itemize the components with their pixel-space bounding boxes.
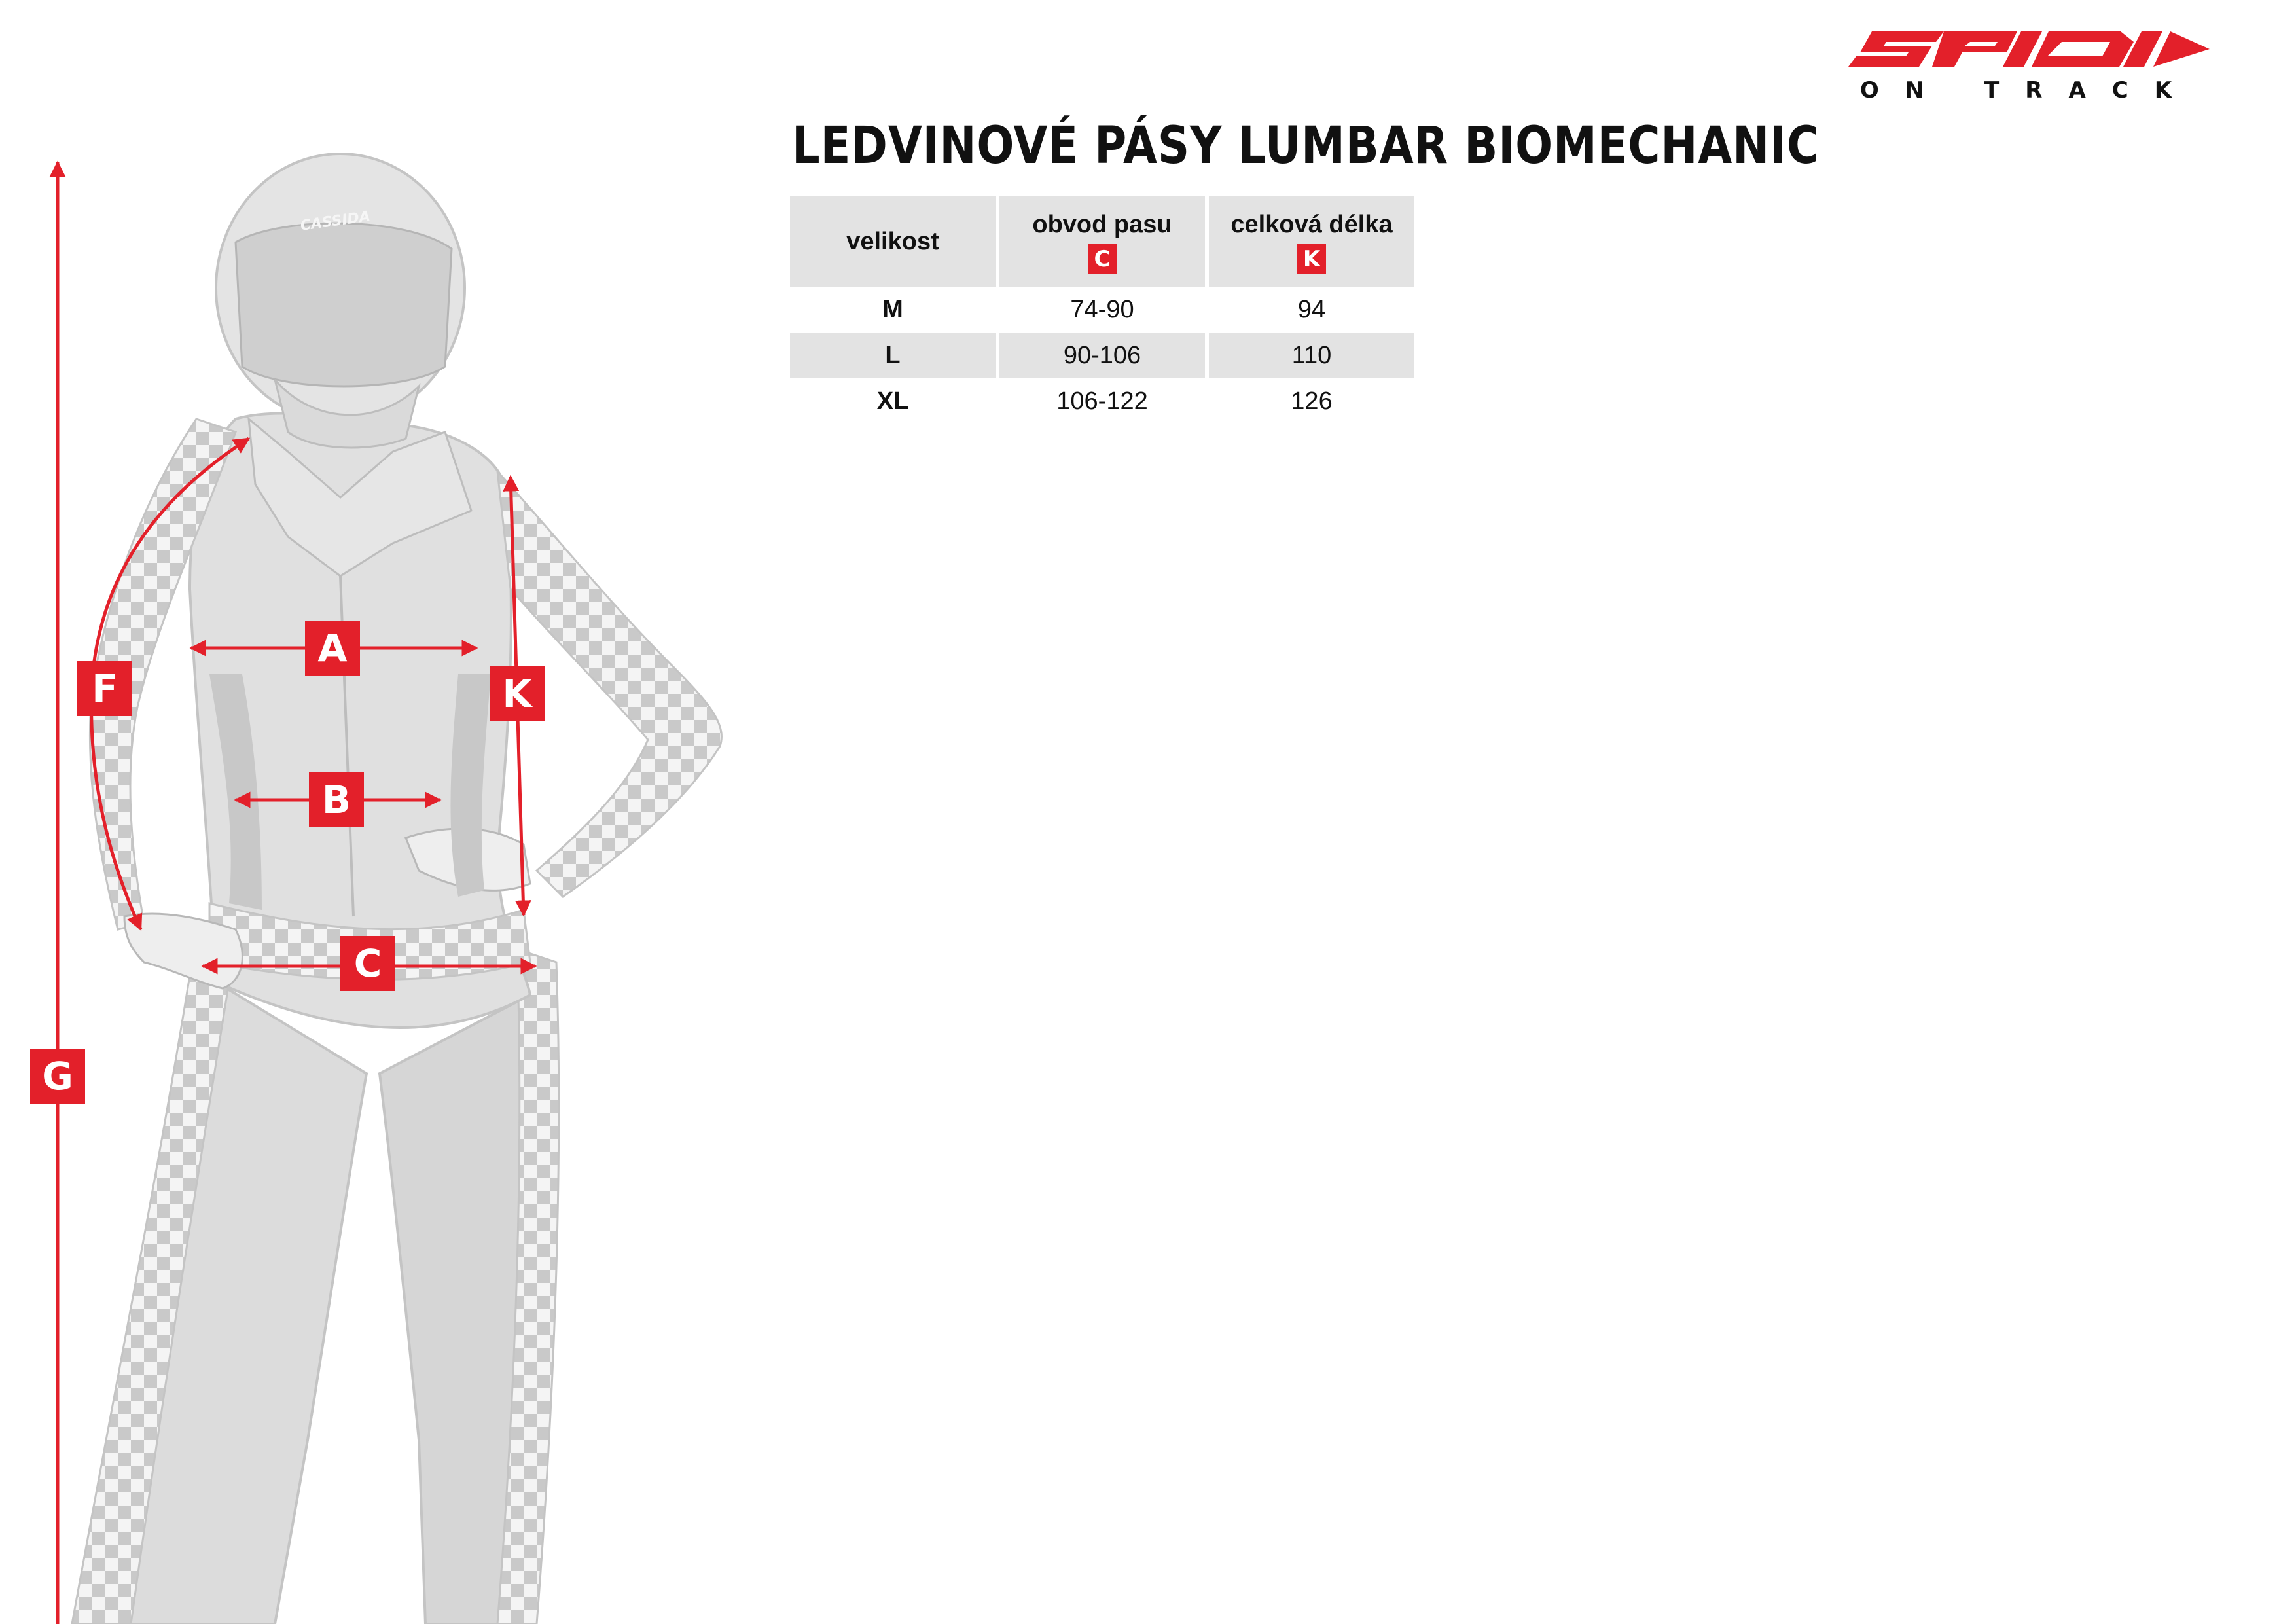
left-hand xyxy=(124,914,242,988)
length-cell: 94 xyxy=(1297,295,1326,323)
size-table xyxy=(786,196,1418,424)
brand-tagline: ON TRACK xyxy=(1859,77,2198,103)
rider-silhouette xyxy=(72,154,721,1624)
wordmark-shapes xyxy=(1848,31,2210,67)
waist-cell: 90-106 xyxy=(999,333,1205,378)
size-cell: L xyxy=(790,333,996,378)
size-table-header-row xyxy=(790,196,1414,287)
helmet-brand-text: CASSIDA xyxy=(299,208,372,234)
page-title: LEDVINOVÉ PÁSY LUMBAR BIOMECHANIC xyxy=(792,117,1820,175)
brand-logo xyxy=(1846,26,2212,105)
svg-text:F: F xyxy=(92,666,118,711)
measure-label-g xyxy=(30,1049,85,1104)
size-table-body xyxy=(790,287,1414,424)
size-cell: M xyxy=(882,295,903,323)
header-waist xyxy=(999,196,1205,287)
svg-text:G: G xyxy=(42,1054,73,1098)
measure-label-a xyxy=(305,621,360,676)
size-table-head xyxy=(790,196,1414,287)
size-cell: XL xyxy=(876,387,909,415)
measure-label-b xyxy=(309,772,364,827)
helmet-visor xyxy=(236,223,452,386)
length-cell: 126 xyxy=(1291,387,1333,415)
header-waist-label: obvod pasu xyxy=(1032,211,1172,238)
length-cell: 110 xyxy=(1209,333,1414,378)
header-size xyxy=(790,196,996,287)
table-row xyxy=(790,378,1414,424)
table-row xyxy=(790,287,1414,333)
table-row xyxy=(790,333,1414,378)
brand-wordmark xyxy=(1846,26,2212,72)
svg-text:K: K xyxy=(502,672,532,716)
svg-text:A: A xyxy=(317,626,348,670)
waist-cell: 74-90 xyxy=(1070,295,1134,323)
svg-text:B: B xyxy=(321,778,351,822)
measure-label-f xyxy=(77,661,132,716)
header-size-label: velikost xyxy=(846,228,939,255)
svg-text:C: C xyxy=(353,941,382,986)
measure-label-k xyxy=(490,666,545,721)
header-waist-badge: C xyxy=(1088,244,1117,274)
header-length xyxy=(1209,196,1414,287)
header-length-badge: K xyxy=(1297,244,1326,274)
helmet xyxy=(216,154,465,448)
header-length-label: celková délka xyxy=(1230,211,1393,238)
measure-label-c xyxy=(340,936,395,991)
waist-cell: 106-122 xyxy=(1056,387,1148,415)
